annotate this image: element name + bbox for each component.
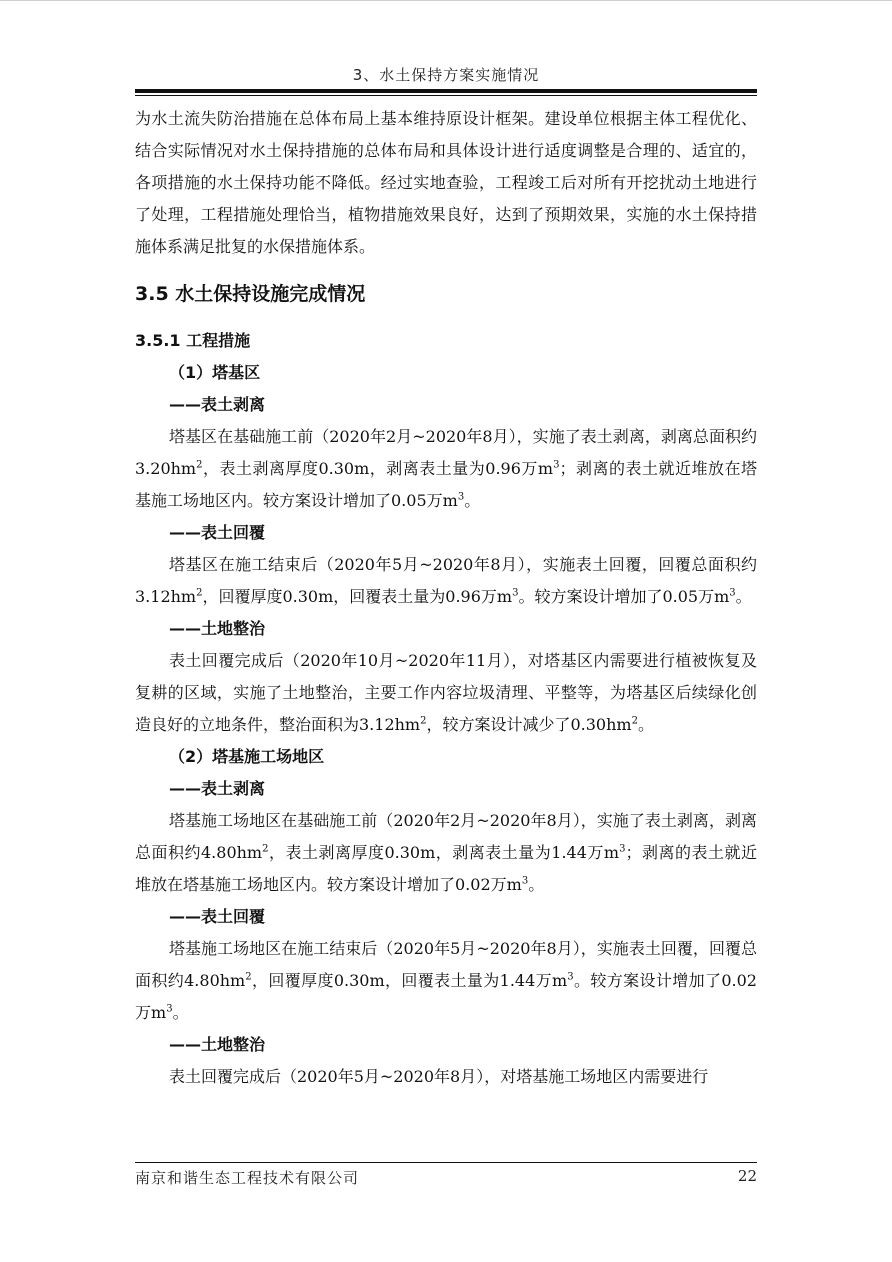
measure-heading-land-consolidation: ——土地整治 — [169, 619, 266, 638]
page-body — [135, 103, 757, 1093]
paragraph-tower-base-stripping: 塔基区在基础施工前（2020年2月~2020年8月），实施了表土剥离，剥离总面积约$3.20hm^2$，表土剥离厚度0.30m，剥离表土量为0.96万$m^3$；剥离的表土就近堆放在塔基施工场地区内。较方案设计增加了0.05万$m^3$。 — [135, 427, 757, 510]
paragraph-site-land-consolidation: 表土回覆完成后（2020年5月~2020年8月），对塔基施工场地区内需要进行 — [169, 1067, 709, 1086]
paragraph-site-backfill: 塔基施工场地区在施工结束后（2020年5月~2020年8月），实施表土回覆，回覆总面积约$4.80hm^2$，回覆厚度0.30m，回覆表土量为1.44万$m^3$。较方案设计增加了0.02万$m^3$。 — [135, 939, 757, 1022]
paragraph-site-stripping: 塔基施工场地区在基础施工前（2020年2月~2020年8月），实施了表土剥离，剥离总面积约$4.80hm^2$，表土剥离厚度0.30m，剥离表土量为1.44万$m^3$；剥离的表土就近堆放在塔基施工场地区内。较方案设计增加了0.02万$m^3$。 — [135, 811, 757, 894]
paragraph-tower-base-backfill: 塔基区在施工结束后（2020年5月~2020年8月），实施表土回覆，回覆总面积约$3.12hm^2$，回覆厚度0.30m，回覆表土量为0.96万$m^3$。较方案设计增加了0.05万$m^3$。 — [135, 555, 757, 606]
measure-heading-topsoil-stripping: ——表土剥离 — [169, 779, 266, 798]
intro-paragraph: 为水土流失防治措施在总体布局上基本维持原设计框架。建设单位根据主体工程优化、结合实际情况对水土保持措施的总体布局和具体设计进行适度调整是合理的、适宜的，各项措施的水土保持功能不降低。经过实地查验，工程竣工后对所有开挖扰动土地进行了处理，工程措施处理恰当，植物措施效果良好，达到了预期效果，实施的水土保持措施体系满足批复的水保措施体系。 — [135, 109, 757, 256]
measure-heading-topsoil-backfill: ——表土回覆 — [169, 907, 266, 926]
measure-heading-topsoil-backfill: ——表土回覆 — [169, 523, 266, 542]
page-number: 22 — [737, 1167, 757, 1185]
running-header-title: 3、水土保持方案实施情况 — [352, 66, 540, 84]
section-heading: 3.5 水土保持设施完成情况 — [135, 283, 366, 305]
area-heading-tower-construction-site: （2）塔基施工场地区 — [169, 747, 325, 766]
measure-heading-land-consolidation: ——土地整治 — [169, 1035, 266, 1054]
header-rule-thick — [135, 89, 757, 93]
paragraph-tower-base-land-consolidation: 表土回覆完成后（2020年10月~2020年11月），对塔基区内需要进行植被恢复及复耕的区域，实施了土地整治，主要工作内容垃圾清理、平整等，为塔基区后续绿化创造良好的立地条件，整治面积为$3.12hm^2$，较方案设计减少了$0.30hm^2$。 — [135, 651, 757, 734]
footer-rule — [135, 1162, 757, 1163]
subsection-heading: 3.5.1 工程措施 — [135, 331, 251, 350]
page-top-border — [0, 0, 892, 1]
measure-heading-topsoil-stripping: ——表土剥离 — [169, 395, 266, 414]
area-heading-tower-base: （1）塔基区 — [169, 363, 261, 382]
footer-company-name: 南京和谐生态工程技术有限公司 — [135, 1169, 360, 1187]
header-rule-thin — [135, 95, 757, 96]
